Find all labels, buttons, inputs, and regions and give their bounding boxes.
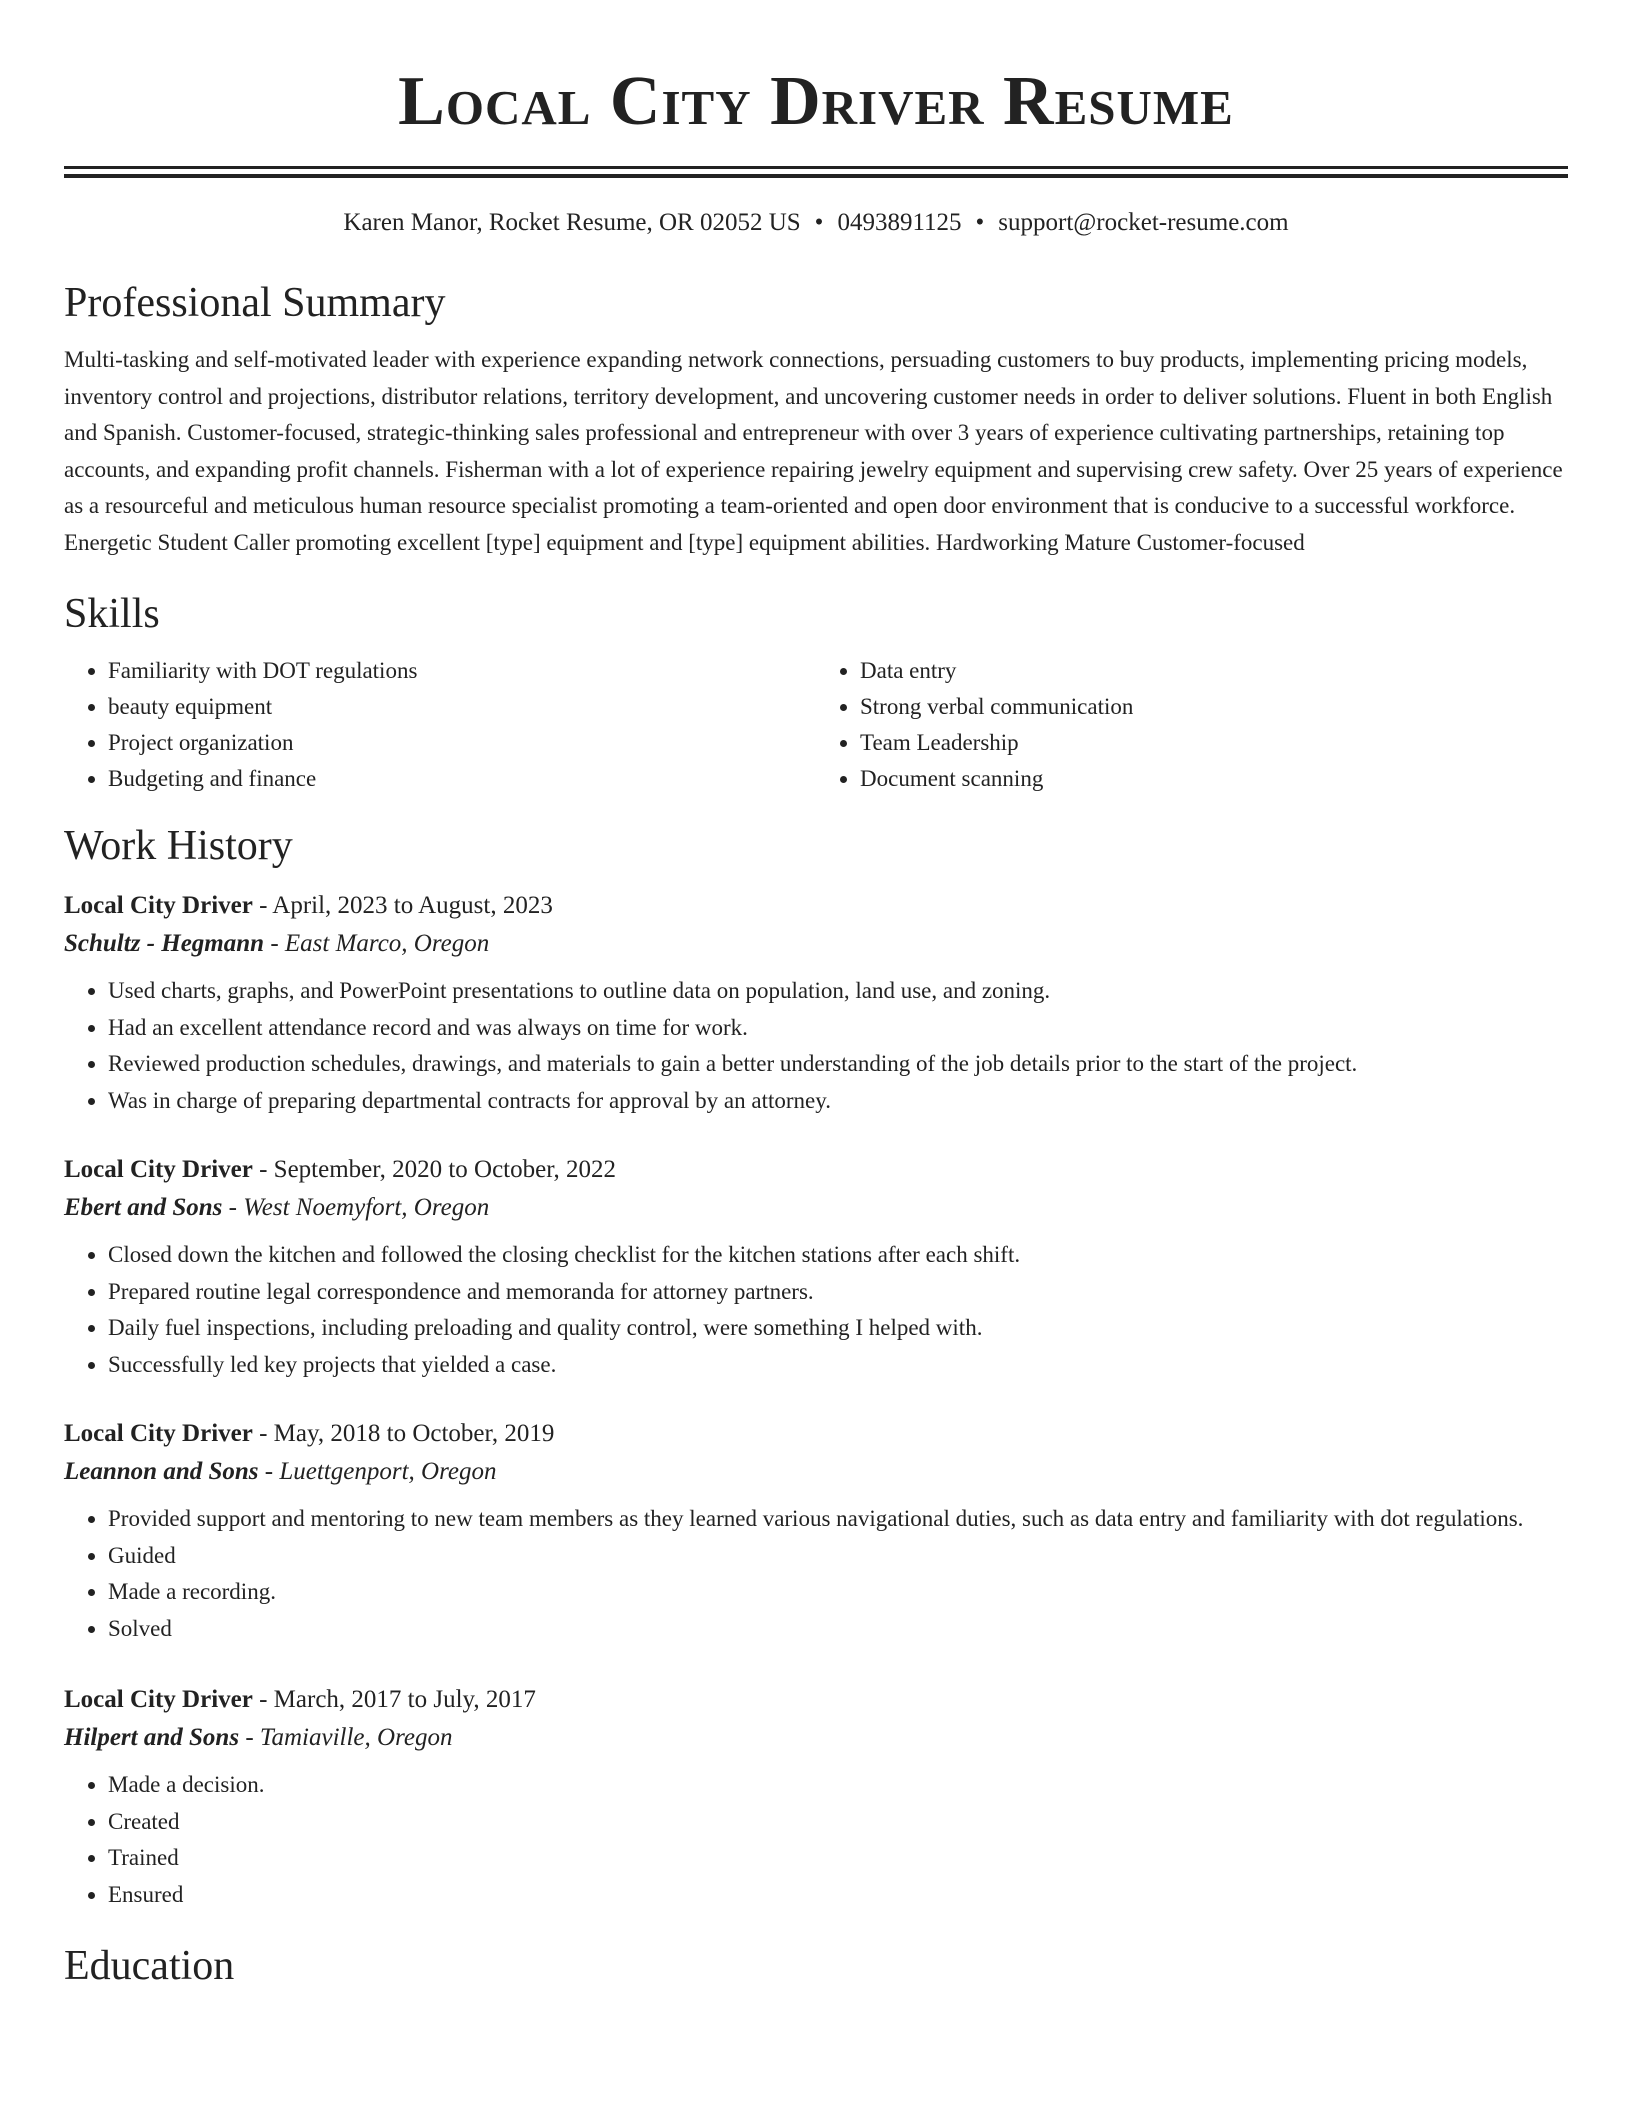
job-location: - East Marco, Oregon — [264, 930, 490, 957]
job-dates: - April, 2023 to August, 2023 — [252, 892, 553, 919]
title-divider-bottom — [64, 174, 1568, 178]
job-duties — [64, 1501, 1568, 1647]
job-duty: • Provided support and mentoring to new team members as they learned various navigational duties, such as data entry and familiarity with dot regulations. — [108, 1501, 1568, 1538]
job-entry — [64, 1681, 1568, 1913]
job-location: - Luettgenport, Oregon — [258, 1458, 497, 1485]
skill-item: • Familiarity with DOT regulations — [108, 653, 816, 689]
skill-item: • Strong verbal communication — [860, 689, 1568, 725]
contact-separator: • — [814, 209, 824, 236]
job-duty: • Made a recording. — [108, 1574, 1568, 1611]
job-company: Hilpert and Sons — [64, 1724, 240, 1751]
page-title: Local City Driver Resume — [398, 63, 1234, 140]
resume-page — [64, 0, 1568, 1991]
skill-item: • Data entry — [860, 653, 1568, 689]
title-divider-top — [64, 166, 1568, 169]
job-title-line — [64, 1415, 1568, 1453]
job-title-line — [64, 887, 1568, 925]
job-company: Ebert and Sons — [64, 1194, 223, 1221]
job-title-line — [64, 1151, 1568, 1189]
job-duties — [64, 1767, 1568, 1913]
job-title: Local City Driver — [64, 892, 253, 919]
job-entry — [64, 1151, 1568, 1383]
job-dates: - September, 2020 to October, 2022 — [252, 1156, 617, 1183]
job-title-line — [64, 1681, 1568, 1719]
summary-heading: Professional Summary — [64, 280, 446, 326]
job-duty: • Daily fuel inspections, including preloading and quality control, were something I helped with. — [108, 1310, 1568, 1347]
skills-column-right — [816, 653, 1568, 797]
job-company-line — [64, 925, 1568, 963]
contact-line — [64, 208, 1568, 238]
contact-email: support@rocket-resume.com — [998, 209, 1289, 236]
job-duty: • Guided — [108, 1538, 1568, 1575]
job-company: Schultz - Hegmann — [64, 930, 265, 957]
job-duty: • Solved — [108, 1611, 1568, 1648]
skill-item: • Document scanning — [860, 761, 1568, 797]
job-dates: - March, 2017 to July, 2017 — [252, 1686, 536, 1713]
job-duty: • Successfully led key projects that yielded a case. — [108, 1347, 1568, 1384]
job-duties — [64, 973, 1568, 1119]
education-heading: Education — [64, 1943, 235, 1989]
job-entry — [64, 1415, 1568, 1647]
contact-address: Karen Manor, Rocket Resume, OR 02052 US — [343, 209, 801, 236]
job-duty: • Made a decision. — [108, 1767, 1568, 1804]
job-title: Local City Driver — [64, 1420, 253, 1447]
skill-item: • beauty equipment — [108, 689, 816, 725]
job-company: Leannon and Sons — [64, 1458, 259, 1485]
job-company-line — [64, 1453, 1568, 1491]
job-title: Local City Driver — [64, 1156, 253, 1183]
job-duty: • Trained — [108, 1840, 1568, 1877]
skills-column-left — [64, 653, 816, 797]
job-duties — [64, 1237, 1568, 1383]
job-duty: • Ensured — [108, 1877, 1568, 1914]
job-company-line — [64, 1189, 1568, 1227]
skill-item: • Team Leadership — [860, 725, 1568, 761]
skills-list — [64, 653, 1568, 797]
work-history-heading: Work History — [64, 823, 293, 869]
job-duty: • Closed down the kitchen and followed the closing checklist for the kitchen stations after each shift. — [108, 1237, 1568, 1274]
job-title: Local City Driver — [64, 1686, 253, 1713]
job-company-line — [64, 1719, 1568, 1757]
job-location: - Tamiaville, Oregon — [239, 1724, 453, 1751]
job-entry — [64, 887, 1568, 1119]
skill-item: • Budgeting and finance — [108, 761, 816, 797]
job-dates: - May, 2018 to October, 2019 — [252, 1420, 555, 1447]
job-duty: • Had an excellent attendance record and was always on time for work. — [108, 1010, 1568, 1047]
skill-item: • Project organization — [108, 725, 816, 761]
skills-heading: Skills — [64, 591, 160, 637]
job-duty: • Reviewed production schedules, drawings, and materials to gain a better understanding of the job details prior to the start of the project. — [108, 1046, 1568, 1083]
contact-phone: 0493891125 — [837, 209, 962, 236]
job-duty: • Was in charge of preparing departmental contracts for approval by an attorney. — [108, 1083, 1568, 1120]
job-duty: • Used charts, graphs, and PowerPoint presentations to outline data on population, land use, and zoning. — [108, 973, 1568, 1010]
job-duty: • Prepared routine legal correspondence and memoranda for attorney partners. — [108, 1274, 1568, 1311]
summary-text: Multi-tasking and self-motivated leader with experience expanding network connections, persuading customers to buy products, implementing pricing models, inventory control and projections, distributor relations, territory development, and uncovering customer needs in order to deliver solutions. Fluent in both English and Spanish. Customer-focused, strategic-thinking sales professional and entrepreneur with over 3 years of experience cultivating partnerships, retaining top accounts, and expanding profit channels. Fisherman with a lot of experience repairing jewelry equipment and supervising crew safety. Over 25 years of experience as a resourceful and meticulous human resource specialist promoting a team-oriented and open door environment that is conducive to a successful workforce. Energetic Student Caller promoting excellent [type] equipment and [type] equipment abilities. Hardworking Mature Customer-focused — [64, 347, 1563, 555]
job-location: - West Noemyfort, Oregon — [222, 1194, 490, 1221]
job-duty: • Created — [108, 1804, 1568, 1841]
contact-separator: • — [975, 209, 985, 236]
